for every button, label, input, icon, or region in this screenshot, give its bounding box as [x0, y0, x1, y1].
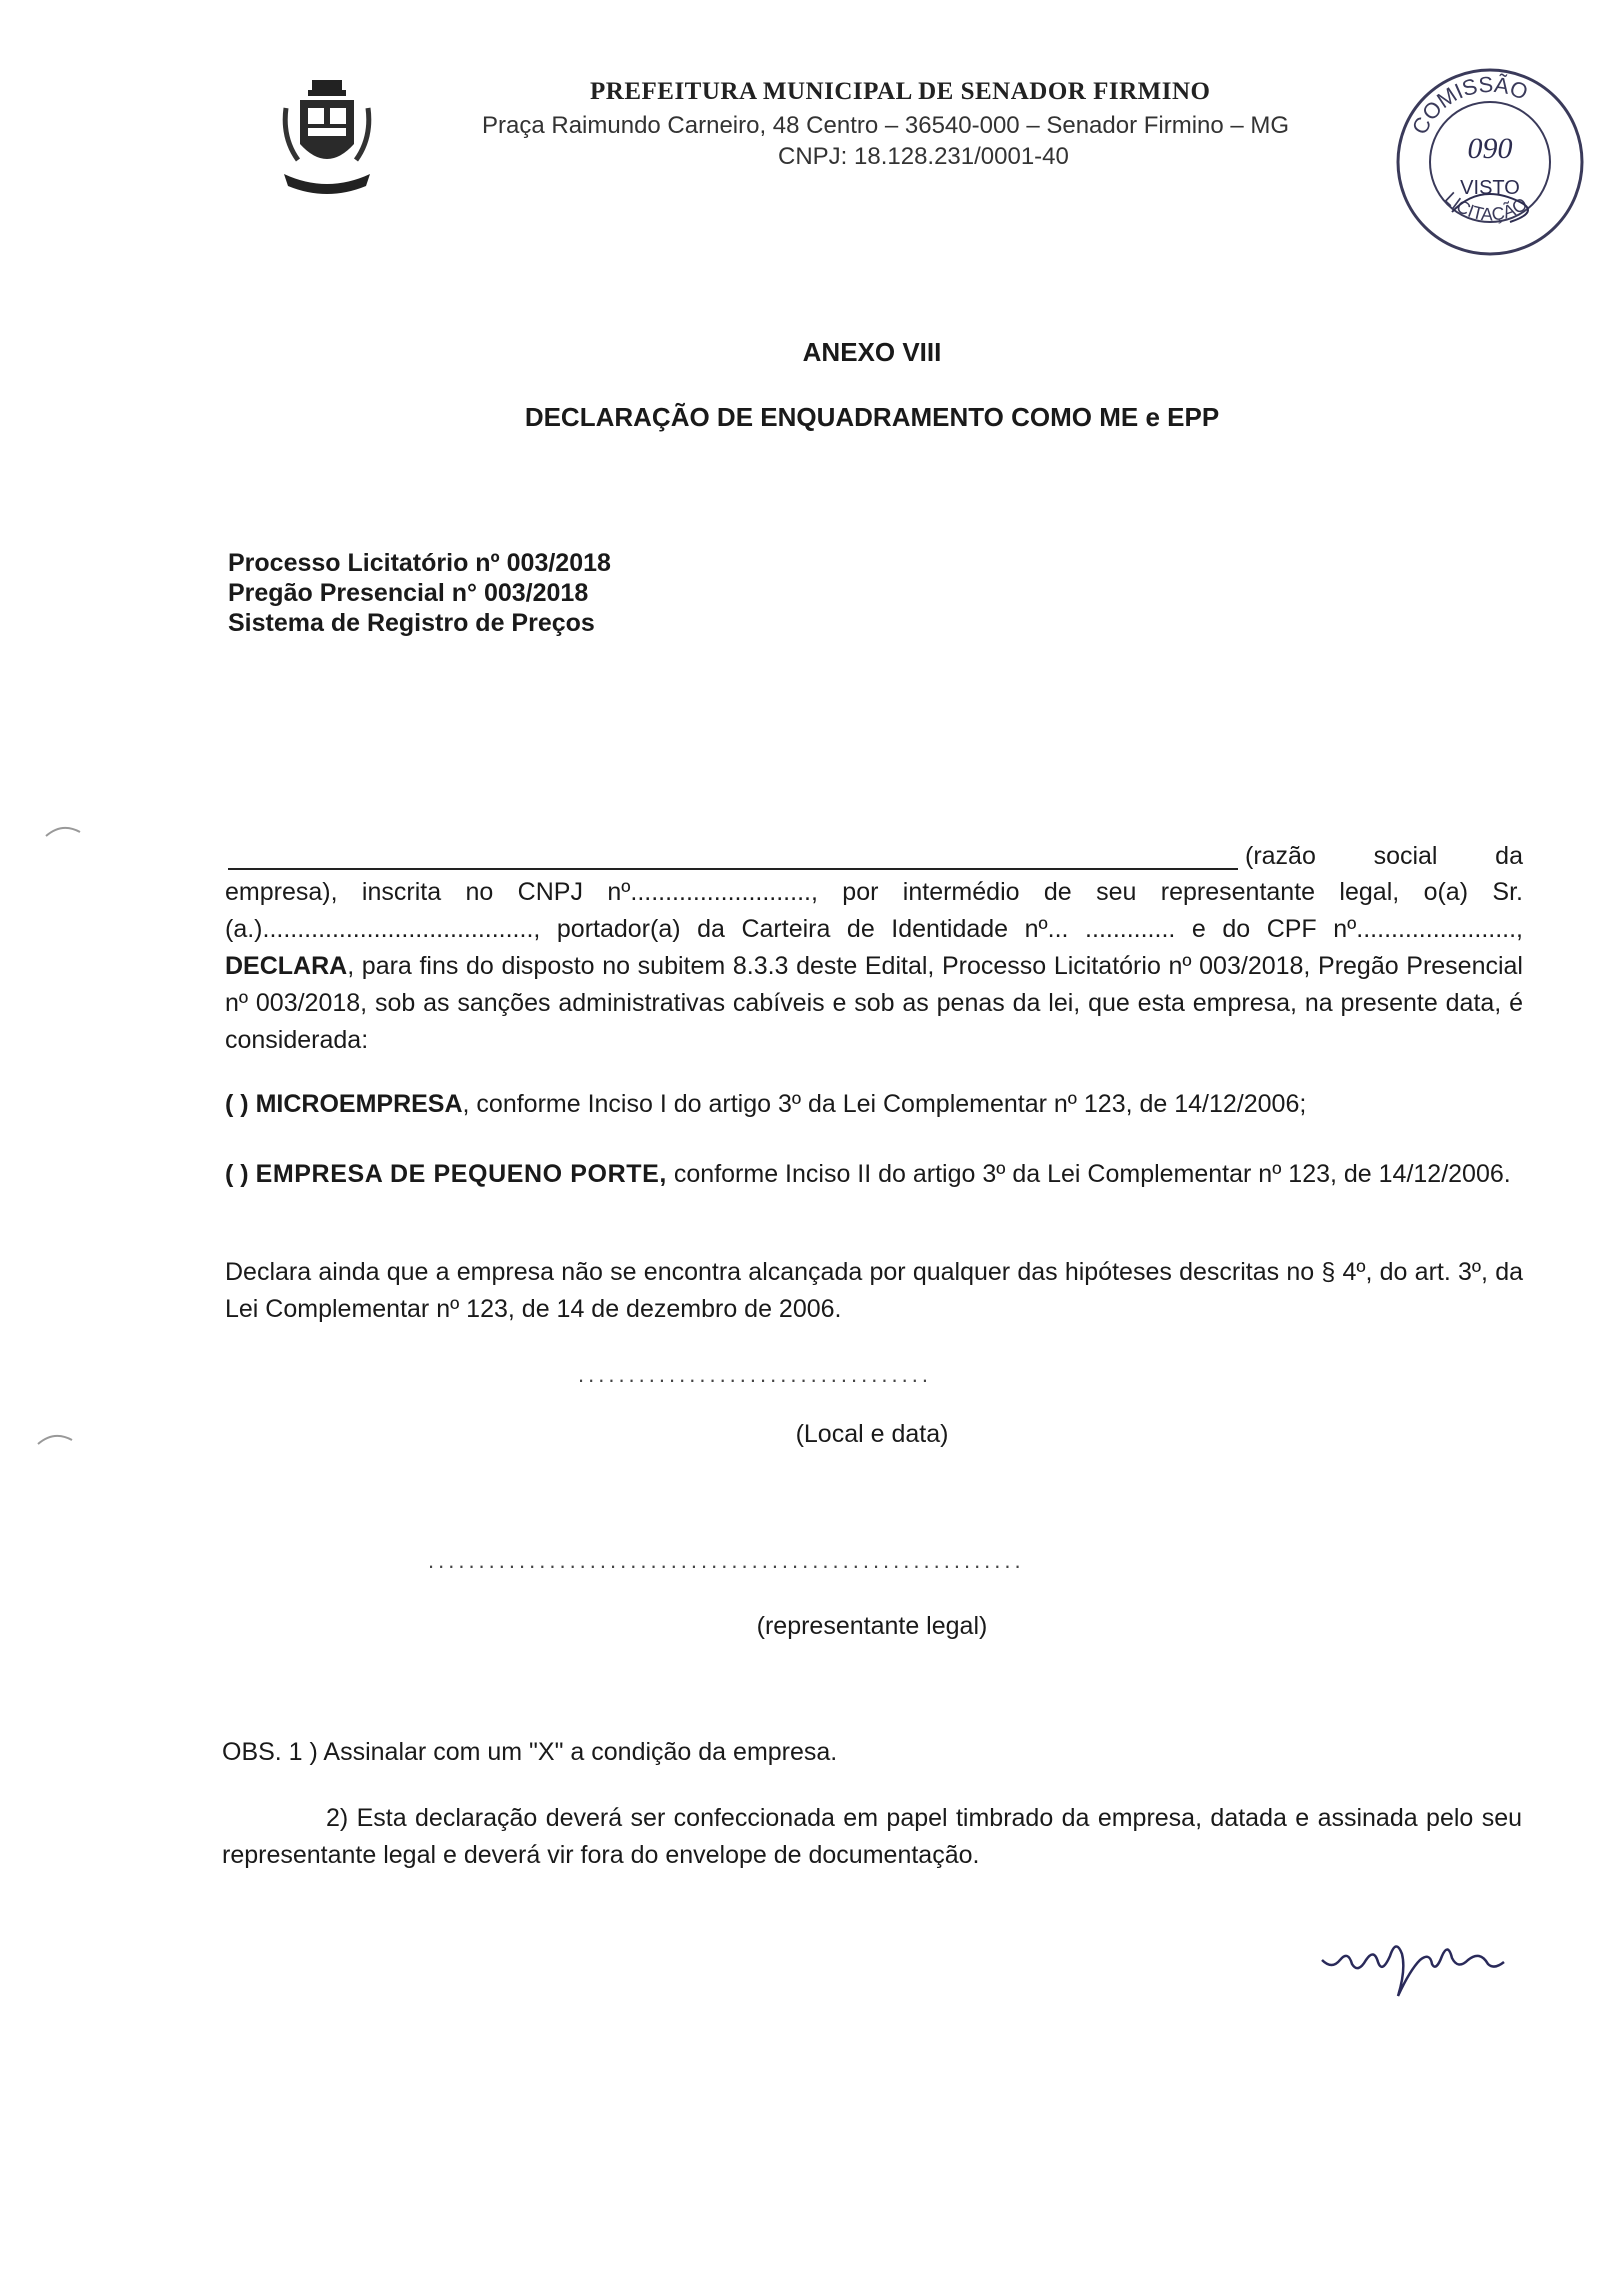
municipality-address: Praça Raimundo Carneiro, 48 Centro – 36540-000 – Senador Firmino – MG [482, 112, 1290, 139]
epp-checkbox[interactable]: ( ) [225, 1160, 249, 1188]
annex-heading: ANEXO VIII [802, 337, 942, 367]
microempresa-text: , conforme Inciso I do artigo 3º da Lei Complementar nº 123, de 14/12/2006; [462, 1090, 1307, 1118]
process-number: Processo Licitatório nº 003/2018 [228, 549, 611, 577]
declaration-text-c: , para fins do disposto no subitem 8.3.3 deste Edital, Processo Licitatório nº 003/2018, Pregão Presencial nº 003/2018, sob as sanções administrativas cabíveis e sob as penas da lei, que esta empresa, na presente data, é considerada: [225, 952, 1523, 1054]
registry-system: Sistema de Registro de Preços [228, 609, 595, 637]
declaration-paragraph [225, 874, 1523, 1059]
epp-label: EMPRESA DE PEQUENO PORTE, [255, 1160, 667, 1188]
option-microempresa [225, 1086, 1523, 1123]
stamp-visto: VISTO [1460, 177, 1520, 199]
option-epp [225, 1156, 1523, 1193]
obs-line-1: OBS. 1 ) Assinalar com um "X" a condição da empresa. [222, 1738, 838, 1766]
municipality-title: PREFEITURA MUNICIPAL DE SENADOR FIRMINO [590, 78, 1211, 105]
declaration-title: DECLARAÇÃO DE ENQUADRAMENTO COMO ME e EPP [524, 402, 1220, 432]
representative-signature-line: ........................................................... [428, 1548, 1025, 1573]
municipality-cnpj: CNPJ: 18.128.231/0001-40 [778, 143, 1069, 170]
microempresa-checkbox[interactable]: ( ) [225, 1090, 249, 1118]
handwritten-initials [1318, 1930, 1508, 2000]
stamp-bottom-text: LICITAÇÃO [1440, 188, 1531, 225]
local-date-line: ................................... [578, 1362, 932, 1387]
coat-of-arms-icon [278, 78, 376, 196]
declaration-text-b: ............. e do CPF nº......................., [1085, 915, 1523, 943]
declara-keyword: DECLARA [225, 952, 348, 980]
pregao-number: Pregão Presencial n° 003/2018 [228, 579, 589, 607]
declaration-text-a: empresa), inscrita no CNPJ nº.........................., por intermédio de seu representante legal, o(a) Sr.(a.)......................................., portador(a) da Carteira de Identidade nº... [225, 878, 1523, 943]
local-date-label: (Local e data) [795, 1420, 949, 1448]
commission-stamp [1390, 62, 1590, 262]
process-info [228, 548, 611, 638]
microempresa-label: MICROEMPRESA [255, 1090, 463, 1118]
margin-mark [44, 820, 84, 840]
obs-line-2: 2) Esta declaração deverá ser confeccionada em papel timbrado da empresa, datada e assinada pelo seu representante legal e deverá vir fora do envelope de documentação. [222, 1804, 1522, 1869]
company-name-blank [228, 868, 1238, 870]
epp-text: conforme Inciso II do artigo 3º da Lei Complementar nº 123, de 14/12/2006. [666, 1160, 1511, 1188]
stamp-number: 090 [1467, 132, 1513, 165]
representative-label: (representante legal) [756, 1612, 988, 1640]
additional-declaration: Declara ainda que a empresa não se encontra alcançada por qualquer das hipóteses descritas no § 4º, do art. 3º, da Lei Complementar nº 123, de 14 de dezembro de 2006. [225, 1258, 1523, 1323]
razao-social-label: (razão social da [1245, 842, 1523, 870]
stamp-top-text: COMISSÃO [1406, 71, 1532, 139]
